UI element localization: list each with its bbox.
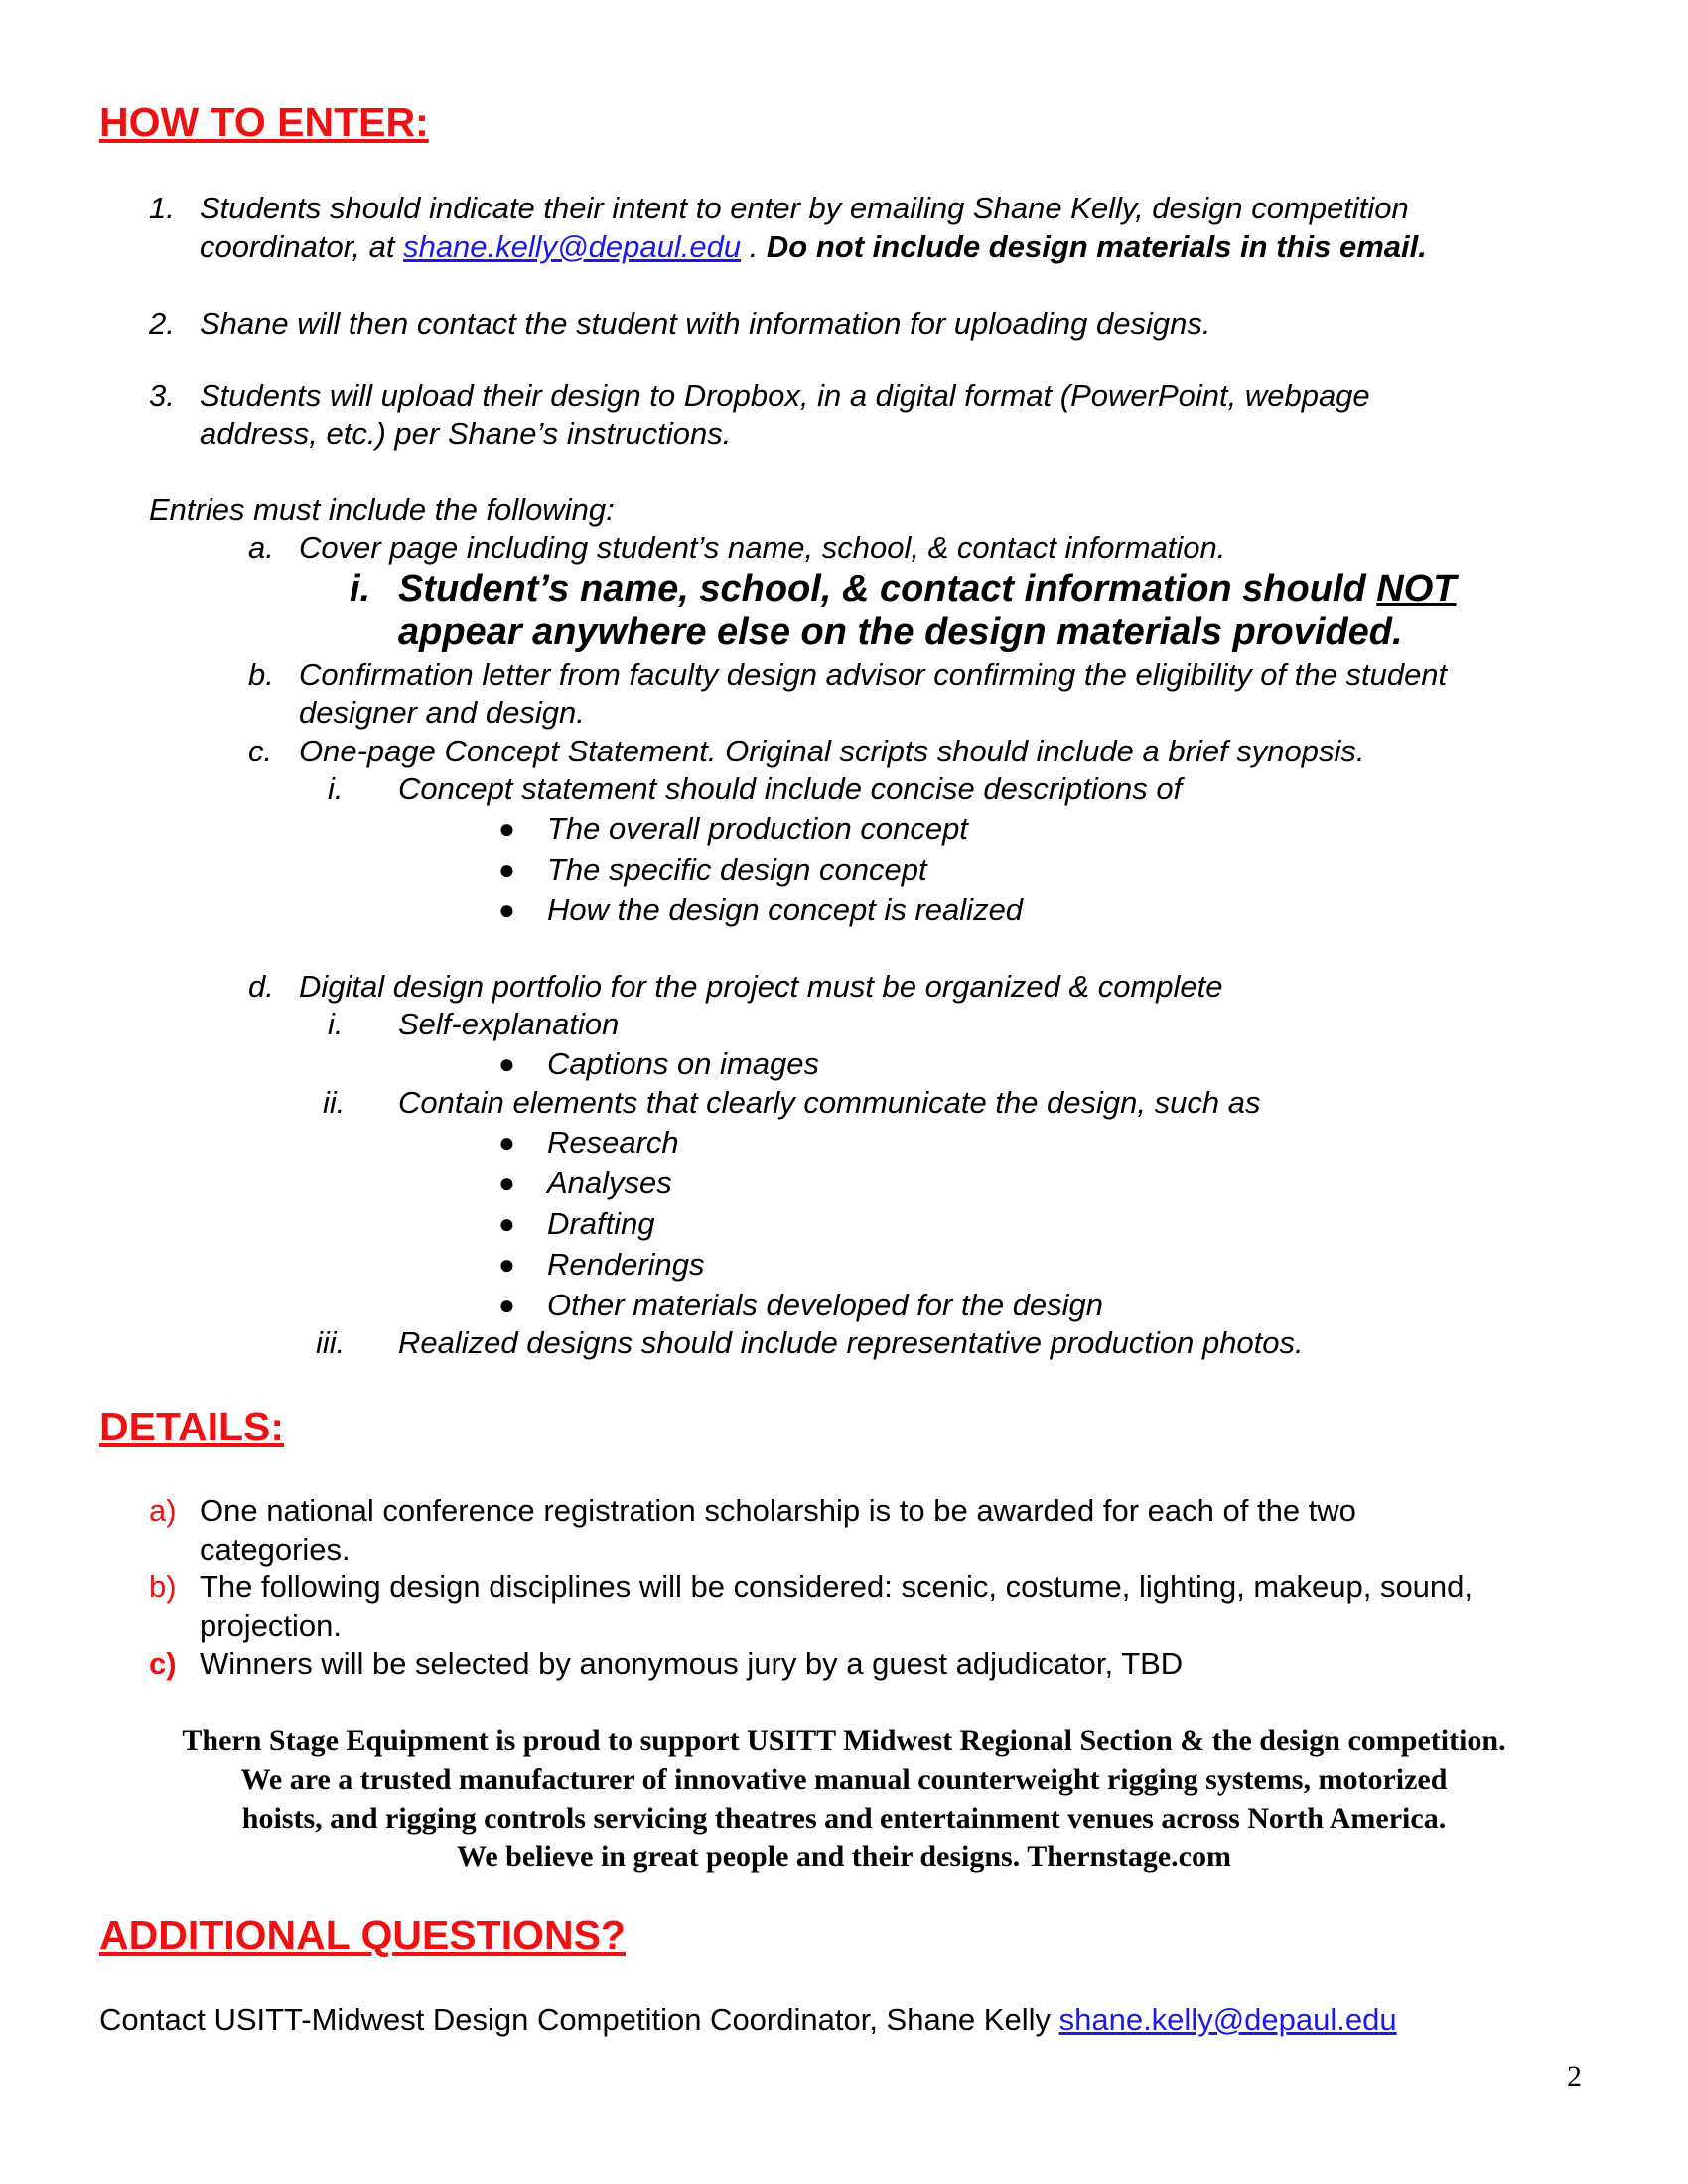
- d-ii-bullet-3: Drafting: [547, 1206, 655, 1241]
- bullet-icon: ●: [498, 1290, 515, 1320]
- bullet-icon: ●: [498, 854, 515, 885]
- step-3-number: 3.: [149, 378, 175, 413]
- coordinator-email-link[interactable]: shane.kelly@depaul.edu: [403, 229, 742, 264]
- entry-a-i-label: i.: [350, 568, 371, 610]
- step-3-line1: Students will upload their design to Dropbox, in a digital format (PowerPoint, webpage: [200, 378, 1370, 413]
- sponsor-line-1: Thern Stage Equipment is proud to support USITT Midwest Regional Section & the design competition.: [182, 1724, 1506, 1757]
- step-1-line1: Students should indicate their intent to enter by emailing Shane Kelly, design competition: [200, 191, 1409, 225]
- sponsor-line-4: We believe in great people and their designs. Thernstage.com: [457, 1841, 1231, 1873]
- bullet-icon: ●: [498, 1208, 515, 1239]
- entry-a-i-prefix: Student’s name, school, & contact information should: [398, 568, 1377, 610]
- detail-a-line2: categories.: [200, 1532, 351, 1567]
- entry-c-text: One-page Concept Statement. Original scripts should include a brief synopsis.: [299, 734, 1365, 768]
- entry-a-label: a.: [248, 530, 274, 565]
- entry-c-i-text: Concept statement should include concise descriptions of: [398, 771, 1183, 806]
- contact-text: Contact USITT-Midwest Design Competition Coordinator, Shane Kelly: [99, 2002, 1059, 2037]
- step-1-number: 1.: [149, 191, 175, 225]
- entry-d-text: Digital design portfolio for the project must be organized & complete: [299, 969, 1223, 1004]
- step-2-number: 2.: [149, 306, 175, 341]
- d-ii-bullet-4: Renderings: [547, 1247, 705, 1282]
- additional-questions-heading: ADDITIONAL QUESTIONS?: [99, 1912, 626, 1958]
- entry-a-i-line1: [398, 568, 1457, 611]
- c-bullet-3: How the design concept is realized: [547, 892, 1024, 927]
- detail-b-line1: The following design disciplines will be considered: scenic, costume, lighting, makeup, sound,: [200, 1570, 1474, 1604]
- entry-b-label: b.: [248, 657, 274, 692]
- bullet-icon: ●: [498, 894, 515, 925]
- detail-a-label: a): [149, 1493, 177, 1528]
- step-2-text: Shane will then contact the student with information for uploading designs.: [200, 306, 1211, 341]
- entry-b-line1: Confirmation letter from faculty design advisor confirming the eligibility of the student: [299, 657, 1448, 692]
- bullet-icon: ●: [498, 1127, 515, 1158]
- step-1-line2-sep: .: [741, 229, 767, 264]
- sponsor-line-3: hoists, and rigging controls servicing theatres and entertainment venues across North America.: [241, 1802, 1447, 1835]
- d-ii-bullet-5: Other materials developed for the design: [547, 1288, 1104, 1322]
- entry-a-i-line2: appear anywhere else on the design materials provided.: [398, 612, 1403, 653]
- details-heading: DETAILS:: [99, 1404, 285, 1449]
- entry-d-ii-text: Contain elements that clearly communicate the design, such as: [398, 1085, 1261, 1120]
- detail-c-line1: Winners will be selected by anonymous jury by a guest adjudicator, TBD: [200, 1646, 1184, 1681]
- d-ii-bullet-1: Research: [547, 1125, 679, 1160]
- entry-d-label: d.: [248, 969, 274, 1004]
- c-bullet-2: The specific design concept: [547, 852, 927, 887]
- step-1-warning: Do not include design materials in this email.: [766, 229, 1427, 264]
- detail-c-label: c): [149, 1646, 177, 1681]
- contact-line: [99, 2002, 1397, 2038]
- bullet-icon: ●: [498, 813, 515, 844]
- entry-b-line2: designer and design.: [299, 695, 585, 730]
- bullet-icon: ●: [498, 1167, 515, 1198]
- bullet-icon: ●: [498, 1249, 515, 1280]
- step-1-line2-prefix: coordinator, at: [200, 229, 404, 264]
- entry-a-i-emphasis: NOT: [1376, 568, 1457, 610]
- entry-d-iii-text: Realized designs should include representative production photos.: [398, 1325, 1304, 1360]
- entry-d-i-text: Self-explanation: [398, 1007, 620, 1041]
- sponsor-line-2: We are a trusted manufacturer of innovative manual counterweight rigging systems, motorized: [240, 1763, 1448, 1796]
- entry-a-text: Cover page including student’s name, school, & contact information.: [299, 530, 1226, 565]
- detail-b-line2: projection.: [200, 1608, 343, 1643]
- contact-email-link[interactable]: shane.kelly@depaul.edu: [1058, 2002, 1397, 2037]
- bullet-icon: ●: [498, 1048, 515, 1079]
- step-3-line2: address, etc.) per Shane’s instructions.: [200, 416, 732, 451]
- entry-d-ii-label: ii.: [323, 1085, 346, 1120]
- detail-a-line1: One national conference registration scholarship is to be awarded for each of the two: [200, 1493, 1356, 1528]
- c-bullet-1: The overall production concept: [547, 811, 968, 846]
- detail-b-label: b): [149, 1570, 177, 1604]
- how-to-enter-heading: HOW TO ENTER:: [99, 99, 429, 145]
- entry-c-label: c.: [248, 734, 273, 768]
- step-1-line2: [200, 229, 1427, 265]
- d-i-bullet-1: Captions on images: [547, 1046, 819, 1081]
- entry-c-i-label: i.: [328, 771, 344, 806]
- entry-d-iii-label: iii.: [316, 1325, 346, 1360]
- entry-d-i-label: i.: [328, 1007, 344, 1041]
- entries-intro: Entries must include the following:: [149, 492, 615, 527]
- d-ii-bullet-2: Analyses: [547, 1165, 672, 1200]
- page-number: 2: [1567, 2060, 1582, 2093]
